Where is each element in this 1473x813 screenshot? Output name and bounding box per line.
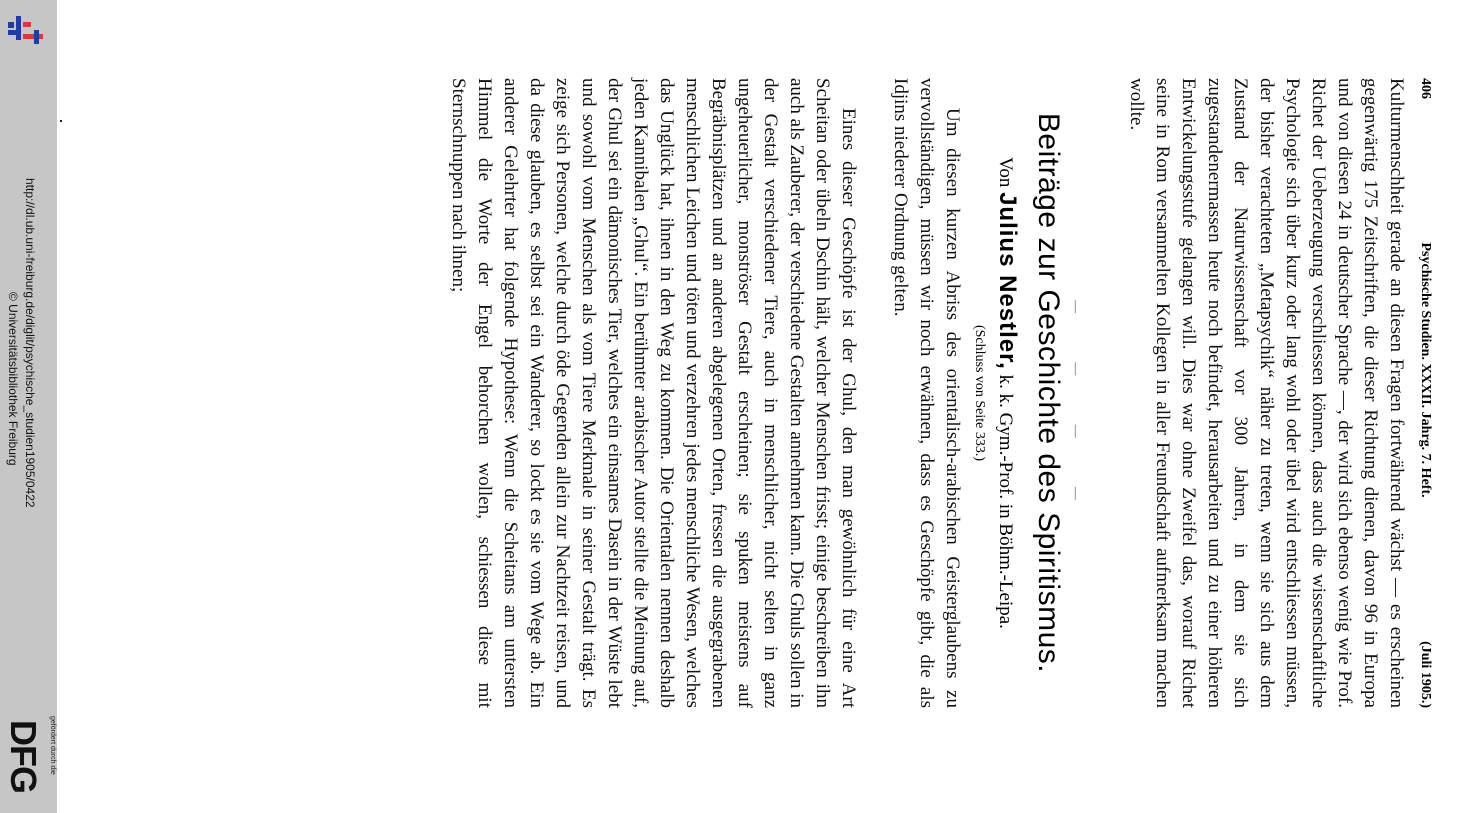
byline-prefix: Von — [995, 157, 1016, 188]
document-page-viewport — [76, 0, 1473, 813]
page-number: 406 — [1418, 78, 1433, 99]
paragraph-3: Eines dieser Geschöpfe ist der Ghul, den man gewöhnlich für eine Art Scheitan oder übeln Dschin hält, welcher Menschen frisst; einige beschreiben ihn auch als Zauberer, der verschiedene Gestalten annehmen kann. Die Ghuls sollen in der Gestalt verschiedener Tiere, auch in menschlicher, nicht selten in ganz ungeheuerlicher, monströser Gestalt erscheinen; sie spuken meistens auf Begräbnisplätzen und an anderen abgelegenen Orten, fressen die ausgegrabenen menschlichen Leichen und töten und verzehren jedes menschliche Wesen, welches das Unglück hat, ihnen in den Weg zu kommen. Die Orientalen nennen deshalb jeden Kannibalen „Ghul“. Ein berühmter arabischer Autor stellte die Meinung auf, der Ghul sei ein dämonisches Tier, welches ein einsames Dasein in der Wüste lebt und sowohl vom Menschen als vom Tiere Merkmale in seiner Gestalt trägt. Es zeige sich Personen, welche durch öde Gegenden allein zur Nachtzeit reisen, und da diese glauben, es selbst sei ein Wanderer, so lockt es sie vom Wege ab. Ein anderer Gelehrter hat folgende Hypothese: Wenn die Scheitans am untersten Himmel die Worte der Engel behorchen wollen, schiessen diese mit Sternschnuppen nach ihnen; — [448, 78, 859, 708]
journal-title: Psychische Studien. XXXII. Jahrg. 7. Heft. — [1418, 242, 1433, 498]
author-affiliation: k. k. Gym.-Prof. in Böhm.-Leipa. — [995, 374, 1016, 629]
running-header — [1417, 78, 1433, 708]
author-name: Julius Nestler, — [994, 192, 1021, 370]
section-divider: — — — — — [1069, 300, 1084, 500]
article-title: Beiträge zur Geschichte des Spiritismus. — [1032, 112, 1065, 674]
viewer-sidebar — [0, 0, 57, 813]
paragraph-2: Um diesen kurzen Abriss des orientalisch-arabischen Geisterglaubens zu vervollständigen, müssen wir noch erwähnen, dass es Geschöpfe gibt, die als Idjins niederer Ordnung gelten. — [890, 78, 963, 708]
issue-date: (Juli 1905.) — [1418, 641, 1433, 708]
dfg-logo: DFG — [3, 720, 44, 793]
document-page — [76, 0, 1473, 813]
copyright-notice: © Universitätsbibliothek Freiburg — [6, 292, 20, 466]
scan-mark — [60, 120, 62, 122]
paragraph-1: Kulturmenschheit gerade an diesen Fragen fortwährend wächst — es erscheinen gegenwärtig 175 Zeitschriften, die dieser Richtung dienen, davon 96 in Europa und von diesen 24 in deutscher Sprache —, der wird sich ebenso wenig wie Prof. Richet der Ueberzeugung verschliessen können, dass auch die wissenschaftliche Psychologie sich über kurz oder lang wohl oder übel wird entschliessen müssen, der bisher verachteten „Metapsychik“ näher zu treten, wenn sie sich aus dem Zustand der Naturwissenschaft vor 300 Jahren, in dem sie sich zugestandenermassen heute noch befindet, herausarbeiten und zu einer höheren Entwickelungsstufe gelangen will. Dies war ohne Zweifel das, worauf Richet seine in Rom versammelten Kollegen in aller Freundschaft aufmerksam machen wollte. — [1126, 78, 1407, 708]
dfg-funding-label: gefördert durch die — [49, 716, 56, 775]
digitale-sammlungen-icon[interactable] — [4, 6, 48, 50]
byline — [993, 78, 1021, 708]
continuation-note: (Schluss von Seite 333.) — [972, 324, 987, 462]
permalink-url[interactable]: http://dl.ub.uni-freiburg.de/diglit/psychische_studien1905/0422 — [23, 178, 37, 508]
